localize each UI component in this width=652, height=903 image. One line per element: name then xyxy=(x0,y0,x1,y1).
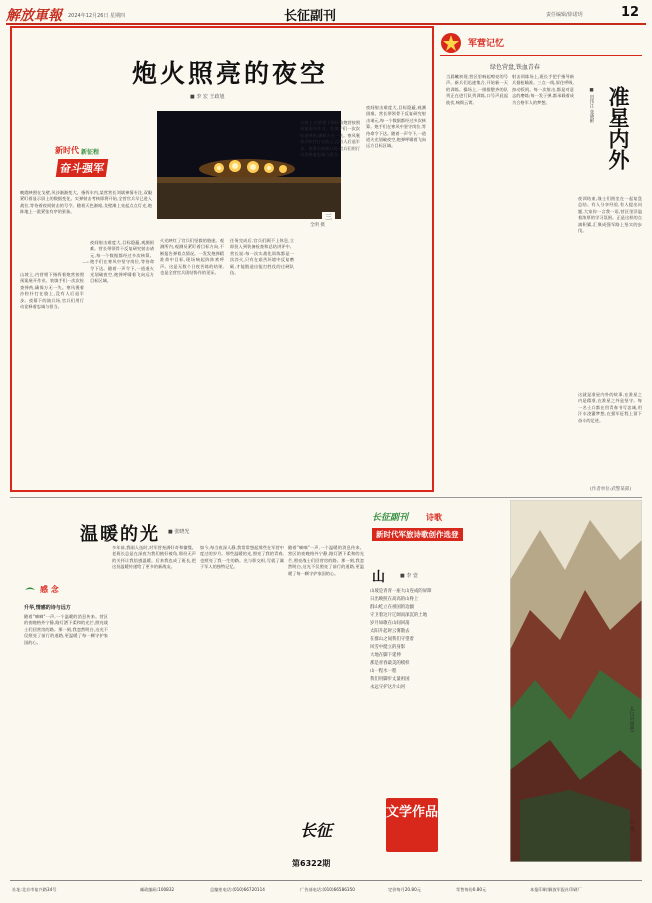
section-mark-3: 三 xyxy=(322,212,335,222)
landscape-painting xyxy=(510,500,642,862)
section-mark-1: 一 xyxy=(82,259,89,267)
banner-line1: 长征副刊 xyxy=(372,513,409,523)
section-title: 长征副刊 xyxy=(284,9,337,24)
poem-line: 山坡是青青一座大山连成的屏障 xyxy=(370,589,432,594)
poem-line: 日出映照在高高的山脊上 xyxy=(370,597,419,602)
banner-tag: 诗歌 xyxy=(426,513,442,522)
footer-price2: 零售每份0.80元 xyxy=(456,887,487,892)
lower-byline: ■ 张晓光 xyxy=(168,529,190,535)
lower-paragraph-3: 如今,每当夜深人静,我常常想起那些在军营中度过的岁月。那些温暖的光,照亮了我的青春,也照亮了我一生的路。光与影交织,写就了属于军人的独特记忆。 xyxy=(200,545,284,570)
issue-date: 2024年12月26日 星期四 xyxy=(68,13,126,19)
poem-line: 群山屹立在祖国的边疆 xyxy=(370,605,414,610)
column-tag-top: 新时代 xyxy=(55,146,79,155)
right-paragraph-4: 这就是准星内外的故事,在准星之内是精准,在准星之外是坚守。每一名士兵都在用青春书写忠诚,用汗水浇灌梦想,在强军征程上留下奋斗的足迹。 xyxy=(578,392,642,423)
editor-credit: 责任编辑/徐诺玥 xyxy=(546,12,583,18)
painting-graphic xyxy=(510,500,642,862)
poem-line: 大地在脚下延伸 xyxy=(370,653,401,658)
lower-title: 温暖的光 xyxy=(80,524,160,545)
brand-title: 军营记忆 xyxy=(468,39,505,49)
poem-line: 那是青春最美的模样 xyxy=(370,661,410,666)
lower-paragraph-2: 多年前,我刚入伍时,对军营充满好奇和憧憬。老班长总是在深夜为我们掖好被角,那份无声的关怀让我倍感温暖。后来我也成了班长,把这份温暖传递给了更多的新战友。 xyxy=(112,545,196,570)
painting-author: □ 周 一 xyxy=(629,820,634,837)
lower-paragraph-1: 随着"嘀嘀"一声,一个温暖的消息传来。营区的夜晚格外宁静,路灯洒下柔和的光芒,照亮战士们回营房的路。那一刻,我忽然明白,这光不仅照亮了前行的道路,更温暖了每一颗守护家国的心。 xyxy=(24,614,108,645)
column-tag-bot: 奋斗强军 xyxy=(56,159,109,177)
poem-line: 岁月如歌在山间回荡 xyxy=(370,621,410,626)
poetry-banner xyxy=(368,502,506,564)
gan-badge xyxy=(24,582,104,598)
vertical-byline: ■ 田伟江 张晓彬 xyxy=(589,88,594,123)
column-tag xyxy=(55,145,117,187)
footer-bar xyxy=(10,880,642,898)
footer-zip: 邮政编码:100832 xyxy=(140,887,175,892)
literature-series-label: 文学作品 xyxy=(386,798,438,852)
poem-line: 永远守护这片山河 xyxy=(370,685,406,690)
gan-mark: 感 念 xyxy=(40,585,59,594)
lead-paragraph-2: 山坡上,内营相下指挥着炮营按照预案展开作业。装填手们一次次检查弹药,确保万无一失。寒风裹着沙粒扑打在脸上,没有人后退半步。夜幕下的演兵场,官兵们用行动诠释着忠诚与担当。 xyxy=(20,272,84,310)
gan-subtitle: 升华,情感的诗与远方 xyxy=(24,605,71,611)
lead-paragraph-6: 山坡上,内营相下指挥着炮营按照预案展开作业。装填手们一次次检查弹药,确保万无一失。寒风裹着沙粒扑打在脸上,没有人后退半步。夜幕下的演兵场,官兵们用行动诠释着忠诚与担当。 xyxy=(300,120,360,158)
brand-rule xyxy=(440,55,642,56)
lead-paragraph-1: 晚霞映照在戈壁,风沙渐渐变大。指挥车内,某营营长刘斌神情专注,双眼紧盯着显示屏上的数据变化。实弹射击考核即将开始,全营官兵早已进入战位,等待着夜间射击的号令。随着天色渐暗,戈壁滩上亮起点点灯光,炮阵地上一派紧张有序的景象。 xyxy=(20,190,152,215)
masthead xyxy=(6,3,646,25)
column-tag-mid: 新征程 xyxy=(81,149,100,156)
vertical-title: 准星内外 xyxy=(606,86,631,170)
lead-title: 炮火照亮的夜空 xyxy=(131,59,328,88)
lead-byline: ■ 李 宏 王政旭 xyxy=(190,94,225,100)
right-paragraph-1: 当晨曦初现,营区里响起嘹亮的号声。新兵们迅速集合,开始新一天的训练。操场上,一排排整齐的队列正在进行队列训练,口号声此起彼伏,响彻云霄。 xyxy=(446,74,508,105)
poem-line: 我们用脚步丈量祖国 xyxy=(370,677,410,682)
signature-mark: 长征 xyxy=(300,821,333,840)
newspaper-logo: 解放軍報 xyxy=(6,8,62,24)
right-footer-note: (作者单位:武警某部) xyxy=(590,487,632,492)
brand-badge xyxy=(440,32,466,54)
brand-subtitle: 绿色营盘,铁血青春 xyxy=(490,64,540,71)
poem-title: 山 xyxy=(372,570,386,585)
page-number: 12 xyxy=(621,5,640,20)
footer-ads: 广告部电话:(010)66586350 xyxy=(300,887,355,892)
poem-line: 风雪中挺立的身影 xyxy=(370,645,406,650)
poem-line: 守卫着这片辽阔而深沉的土地 xyxy=(370,613,428,618)
poem-byline: ■ 李 壹 xyxy=(400,573,418,579)
footer-print: 本报印刷:解放军报社印刷厂 xyxy=(530,887,582,892)
issue-number: 第6322期 xyxy=(292,859,331,868)
horizontal-divider xyxy=(10,497,642,498)
right-paragraph-2: 射击训练场上,班长手把手指导新兵据枪瞄准。三点一线,屏住呼吸,扣动扳机。每一次射击,都是对意志的磨练;每一发子弹,都承载着成为合格军人的梦想。 xyxy=(512,74,574,105)
lead-paragraph-3: 夜间射击难度大,目标隐蔽,观测困难。营长带领骨干反复研究射击诸元,每一个数据都经过多次核算。炮手们在寒风中坚守岗位,等待命令下达。随着一声令下,一道道火光划破夜空,炮弹呼啸着飞向远方目标区域。 xyxy=(90,240,154,284)
right-paragraph-3: 夜训结束,战士们围坐在一起复盘总结。有人分享经验,有人提出问题,大家你一言我一语,营区里洋溢着浓厚的学习氛围。正是这样的点滴积累,汇聚成强军路上坚实的步伐。 xyxy=(578,196,642,234)
painting-caption: 太行(中国画) xyxy=(629,706,634,733)
lead-paragraph-4: 火光映红了官兵们坚毅的脸庞。观测所内,观测员紧盯着目标方向,不断报告弹着点情况。一发发炮弹精准命中目标,现场响起阵阵欢呼声。这是无数个日夜苦练的结果,也是全营官兵团结协作的见证。 xyxy=(160,238,224,276)
lower-paragraph-4: 随着"嘀嘀"一声,一个温暖的消息传来。营区的夜晚格外宁静,路灯洒下柔和的光芒,照亮战士们回营房的路。那一刻,我忽然明白,这光不仅照亮了前行的道路,更温暖了每一颗守护家国的心。 xyxy=(288,545,364,576)
poem-lines xyxy=(370,588,500,788)
lead-paragraph-7: 夜间射击难度大,目标隐蔽,观测困难。营长带领骨干反复研究射击诸元,每一个数据都经过多次核算。炮手们在寒风中坚守岗位,等待命令下达。随着一声令下,一道道火光划破夜空,炮弹呼啸着飞向远方目标区域。 xyxy=(366,105,426,149)
poem-line: 山一程水一程 xyxy=(370,669,397,674)
footer-tel: 总编室电话:(010)66720114 xyxy=(210,887,265,892)
footer-price: 定价每月20.80元 xyxy=(388,887,421,892)
banner-line2: 新时代军旅诗歌创作选登 xyxy=(372,528,463,541)
bird-icon xyxy=(24,584,36,596)
footer-address: 社址:北京市复兴路34号 xyxy=(12,887,57,892)
poem-line: 在群山之间我们守望着 xyxy=(370,637,414,642)
star-icon xyxy=(440,32,466,54)
photo-caption: 全明 摄 xyxy=(310,223,325,228)
poem-line: 太阳升起时云雾散去 xyxy=(370,629,410,634)
lead-paragraph-5: 任务完成后,官兵们顾不上休息,立即投入到装备检查和总结讲评中。营长说:每一次实战化训练都是一次淬火,只有在艰苦环境中反复磨砺,才能锻造出能打胜仗的过硬队伍。 xyxy=(230,238,294,276)
